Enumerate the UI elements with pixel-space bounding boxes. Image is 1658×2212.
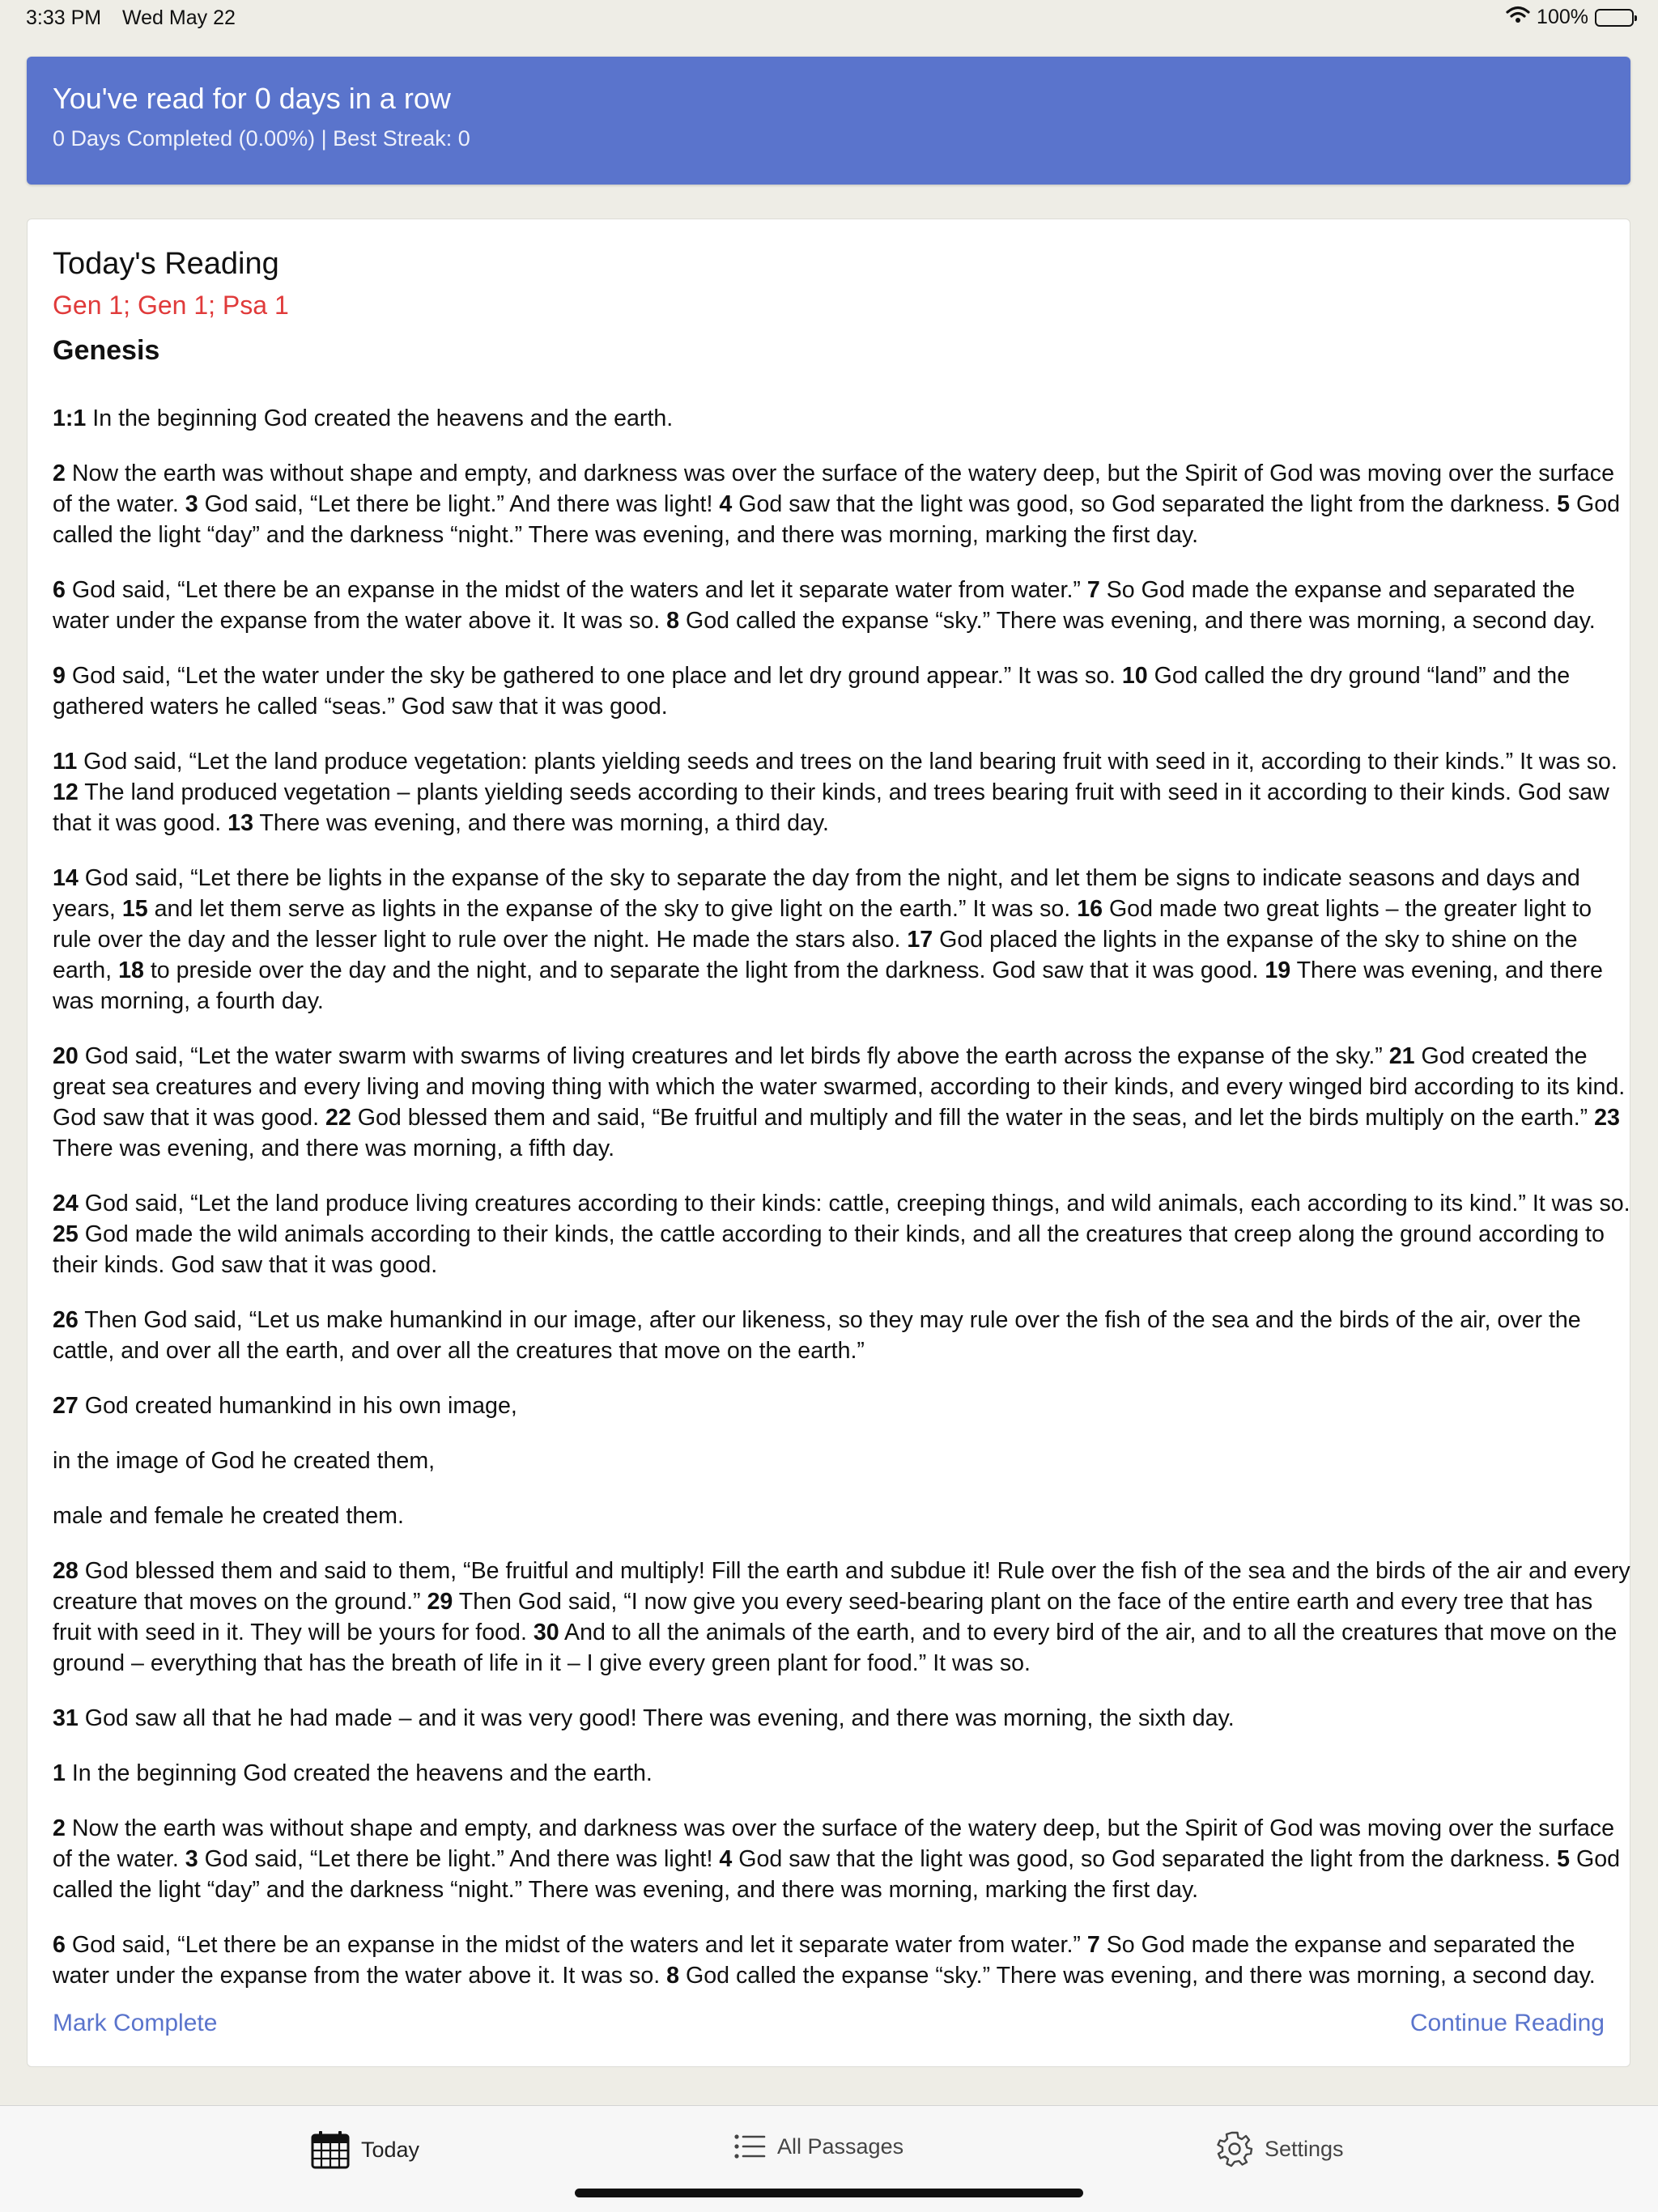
tab-today[interactable] [311, 2130, 419, 2169]
verse-paragraph [53, 1305, 1631, 1366]
verse-number: 28 [53, 1558, 79, 1584]
verse-text: In the beginning God created the heavens and the earth. [65, 1760, 653, 1786]
verse-number: 16 [1077, 896, 1103, 922]
verse-number: 1:1 [53, 405, 87, 431]
streak-card [27, 57, 1630, 185]
verse-number: 12 [53, 779, 79, 805]
verse-number: 15 [121, 896, 148, 922]
verse-paragraph [53, 1501, 1631, 1531]
verse-text: So God made the expanse and separated the water under the expanse from the water above it. It was so. [53, 577, 1575, 634]
battery-percentage: 100% [1537, 6, 1588, 28]
verse-paragraph [53, 1703, 1631, 1734]
verse-text: Then God said, “I now give you every seed-bearing plant on the face of the entire earth and every tree that has fruit with seed in it. They will be yours for food. [53, 1589, 1593, 1645]
verse-number: 20 [53, 1043, 79, 1069]
verse-text: In the beginning God created the heavens and the earth. [86, 405, 674, 431]
verse-text: God said, “Let there be light.” And there was light! [198, 491, 720, 517]
verse-number: 2 [53, 461, 66, 486]
verse-paragraph [53, 1758, 1631, 1789]
verse-text: So God made the expanse and separated the water under the expanse from the water above it. It was so. [53, 1932, 1575, 1989]
verse-text: There was evening, and there was morning, a fifth day. [53, 1136, 615, 1161]
verse-text: God said, “Let the land produce living creatures according to their kinds: cattle, creeping things, and wild animals, each according to its kind.” It was so. [78, 1191, 1630, 1216]
gear-icon [1216, 2130, 1253, 2167]
verse-text: Now the earth was without shape and empty, and darkness was over the surface of the watery deep, but the Spirit of God was moving over the surface of the water. [53, 461, 1615, 517]
status-indicators [1506, 6, 1634, 29]
verse-number: 5 [1557, 1846, 1571, 1872]
book-title: Genesis [53, 335, 160, 366]
verse-text: God made two great lights – the greater light to rule over the day and the lesser light to rule over the night. He made the stars also. [53, 896, 1592, 953]
verse-paragraph [53, 1188, 1631, 1280]
verse-text: God called the expanse “sky.” There was evening, and there was morning, a second day. [679, 1963, 1596, 1989]
verse-number: 7 [1086, 1932, 1100, 1958]
verse-number: 18 [118, 957, 144, 983]
verse-text: God said, “Let there be lights in the expanse of the sky to separate the day from the night, and let them be signs to indicate seasons and days and years, [53, 865, 1580, 922]
verse-paragraph [53, 1446, 1631, 1476]
verse-text: God created humankind in his own image, [78, 1393, 517, 1419]
reading-references: Gen 1; Gen 1; Psa 1 [53, 291, 289, 320]
verse-text: and let them serve as lights in the expanse of the sky to give light on the earth.” It was so. [147, 896, 1078, 922]
verse-text: God placed the lights in the expanse of the sky to shine on the earth, [53, 927, 1578, 983]
verse-text: And to all the animals of the earth, and to every bird of the air, and to all the creatures that move on the ground – everything that has the breath of life in it – I give every green plant for food.” It was so. [53, 1620, 1618, 1676]
verse-text: God blessed them and said to them, “Be fruitful and multiply! Fill the earth and subdue it! Rule over the fish of the sea and the birds of the air and every creature that moves on the ground.” [53, 1558, 1630, 1615]
verse-text: in the image of God he created them, [53, 1448, 436, 1474]
verse-number: 3 [185, 491, 198, 517]
verse-text: God made the wild animals according to their kinds, the cattle according to their kinds, and all the creatures that creep along the ground according to their kinds. God saw that it was good. [53, 1221, 1605, 1278]
verse-number: 5 [1557, 491, 1571, 517]
verse-paragraph [53, 660, 1631, 722]
verse-text: to preside over the day and the night, and to separate the light from the darkness. God saw that it was good. [143, 957, 1265, 983]
verse-text: male and female he created them. [53, 1503, 404, 1529]
tab-all-passages-label: All Passages [777, 2133, 904, 2159]
verse-paragraph [53, 1930, 1631, 1991]
verse-number: 11 [53, 749, 78, 775]
verse-number: 30 [533, 1620, 559, 1645]
verse-text: God called the dry ground “land” and the gathered waters he called “seas.” God saw that it was good. [53, 663, 1571, 720]
verse-number: 7 [1086, 577, 1100, 603]
verse-number: 9 [53, 663, 66, 689]
verse-text: God said, “Let the land produce vegetation: plants yielding seeds and trees on the land bearing fruit with seed in it, according to their kinds.” It was so. [77, 749, 1618, 775]
continue-reading-button[interactable]: Continue Reading [1409, 2010, 1605, 2036]
verse-number: 13 [227, 810, 253, 836]
verse-text: God said, “Let the water under the sky be gathered to one place and let dry ground appear.” It was so. [65, 663, 1122, 689]
verse-number: 1 [53, 1760, 66, 1786]
todays-reading-card [27, 219, 1630, 2067]
verse-number: 10 [1121, 663, 1148, 689]
verse-number: 8 [666, 1963, 680, 1989]
tab-today-label: Today [361, 2137, 420, 2162]
home-indicator[interactable] [575, 2189, 1083, 2197]
verse-number: 24 [53, 1191, 79, 1216]
verse-text: God said, “Let there be an expanse in the midst of the waters and let it separate water from water.” [65, 577, 1087, 603]
verse-paragraph [53, 403, 1631, 434]
verse-number: 27 [53, 1393, 79, 1419]
verse-text: The land produced vegetation – plants yielding seeds according to their kinds, and trees bearing fruit with seed in it according to their kinds. God saw that it was good. [53, 779, 1609, 836]
verse-number: 21 [1388, 1043, 1415, 1069]
verse-paragraph [53, 1390, 1631, 1421]
verse-text: God said, “Let the water swarm with swarms of living creatures and let birds fly above the earth across the expanse of the sky.” [78, 1043, 1389, 1069]
wifi-icon [1506, 6, 1530, 29]
list-icon [733, 2130, 766, 2163]
mark-complete-button[interactable]: Mark Complete [53, 2010, 218, 2036]
verse-text: God blessed them and said, “Be fruitful and multiply and fill the water in the seas, and let the birds multiply on the earth.” [351, 1105, 1595, 1131]
verse-number: 23 [1594, 1105, 1620, 1131]
reading-header [53, 244, 1605, 368]
battery-icon [1595, 9, 1634, 27]
verse-paragraph [53, 1556, 1631, 1679]
verse-number: 31 [53, 1705, 79, 1731]
verse-number: 17 [907, 927, 933, 953]
verse-paragraph [53, 746, 1631, 839]
verse-number: 8 [666, 608, 680, 634]
verse-paragraph [53, 863, 1631, 1017]
verse-text: God saw all that he had made – and it was very good! There was evening, and there was morning, the sixth day. [78, 1705, 1235, 1731]
verse-paragraph [53, 1041, 1631, 1164]
verse-paragraph [53, 1813, 1631, 1905]
verse-text: God saw that the light was good, so God separated the light from the darkness. [732, 1846, 1558, 1872]
status-time: 3:33 PM [26, 6, 102, 29]
verse-text: God called the expanse “sky.” There was evening, and there was morning, a second day. [679, 608, 1596, 634]
calendar-icon [311, 2130, 350, 2169]
verse-number: 29 [427, 1589, 453, 1615]
verse-paragraph [53, 575, 1631, 636]
verse-number: 26 [53, 1307, 79, 1333]
verse-text: There was evening, and there was morning, a fourth day. [53, 957, 1603, 1014]
verse-number: 14 [53, 865, 79, 891]
verse-text: Then God said, “Let us make humankind in our image, after our likeness, so they may rule over the fish of the sea and the birds of the air, over the cattle, and over all the earth, and over all the creatures that move on the earth.” [53, 1307, 1581, 1364]
verse-paragraph [53, 458, 1631, 550]
passage-text[interactable] [53, 403, 1631, 1989]
verse-text: God saw that the light was good, so God separated the light from the darkness. [732, 491, 1558, 517]
verse-number: 6 [53, 1932, 66, 1958]
verse-number: 3 [185, 1846, 198, 1872]
status-bar [0, 0, 1658, 39]
reading-title: Today's Reading [53, 247, 279, 281]
verse-number: 4 [719, 1846, 733, 1872]
tab-settings-label: Settings [1265, 2136, 1344, 2161]
tab-settings[interactable] [1216, 2130, 1344, 2167]
streak-title: You've read for 0 days in a row [53, 82, 451, 115]
verse-number: 6 [53, 577, 66, 603]
verse-text: God created the great sea creatures and every living and moving thing with which the water swarmed, according to their kinds, and every winged bird according to its kind. God saw that it was good. [53, 1043, 1626, 1131]
verse-text: God called the light “day” and the darkness “night.” There was evening, and there was morning, marking the first day. [53, 491, 1621, 548]
streak-subtitle: 0 Days Completed (0.00%) | Best Streak: 0 [53, 126, 470, 151]
verse-number: 2 [53, 1815, 66, 1841]
verse-text: God said, “Let there be light.” And there was light! [198, 1846, 720, 1872]
verse-number: 25 [53, 1221, 79, 1247]
verse-text: God called the light “day” and the darkness “night.” There was evening, and there was morning, marking the first day. [53, 1846, 1621, 1903]
verse-text: God said, “Let there be an expanse in the midst of the waters and let it separate water from water.” [65, 1932, 1087, 1958]
verse-text: There was evening, and there was morning, a third day. [253, 810, 829, 836]
verse-number: 22 [325, 1105, 351, 1131]
verse-number: 4 [719, 491, 733, 517]
status-date: Wed May 22 [122, 6, 236, 29]
tab-all-passages[interactable] [733, 2130, 903, 2163]
card-actions [53, 2010, 1605, 2042]
verse-number: 19 [1265, 957, 1291, 983]
verse-text: Now the earth was without shape and empty, and darkness was over the surface of the watery deep, but the Spirit of God was moving over the surface of the water. [53, 1815, 1615, 1872]
